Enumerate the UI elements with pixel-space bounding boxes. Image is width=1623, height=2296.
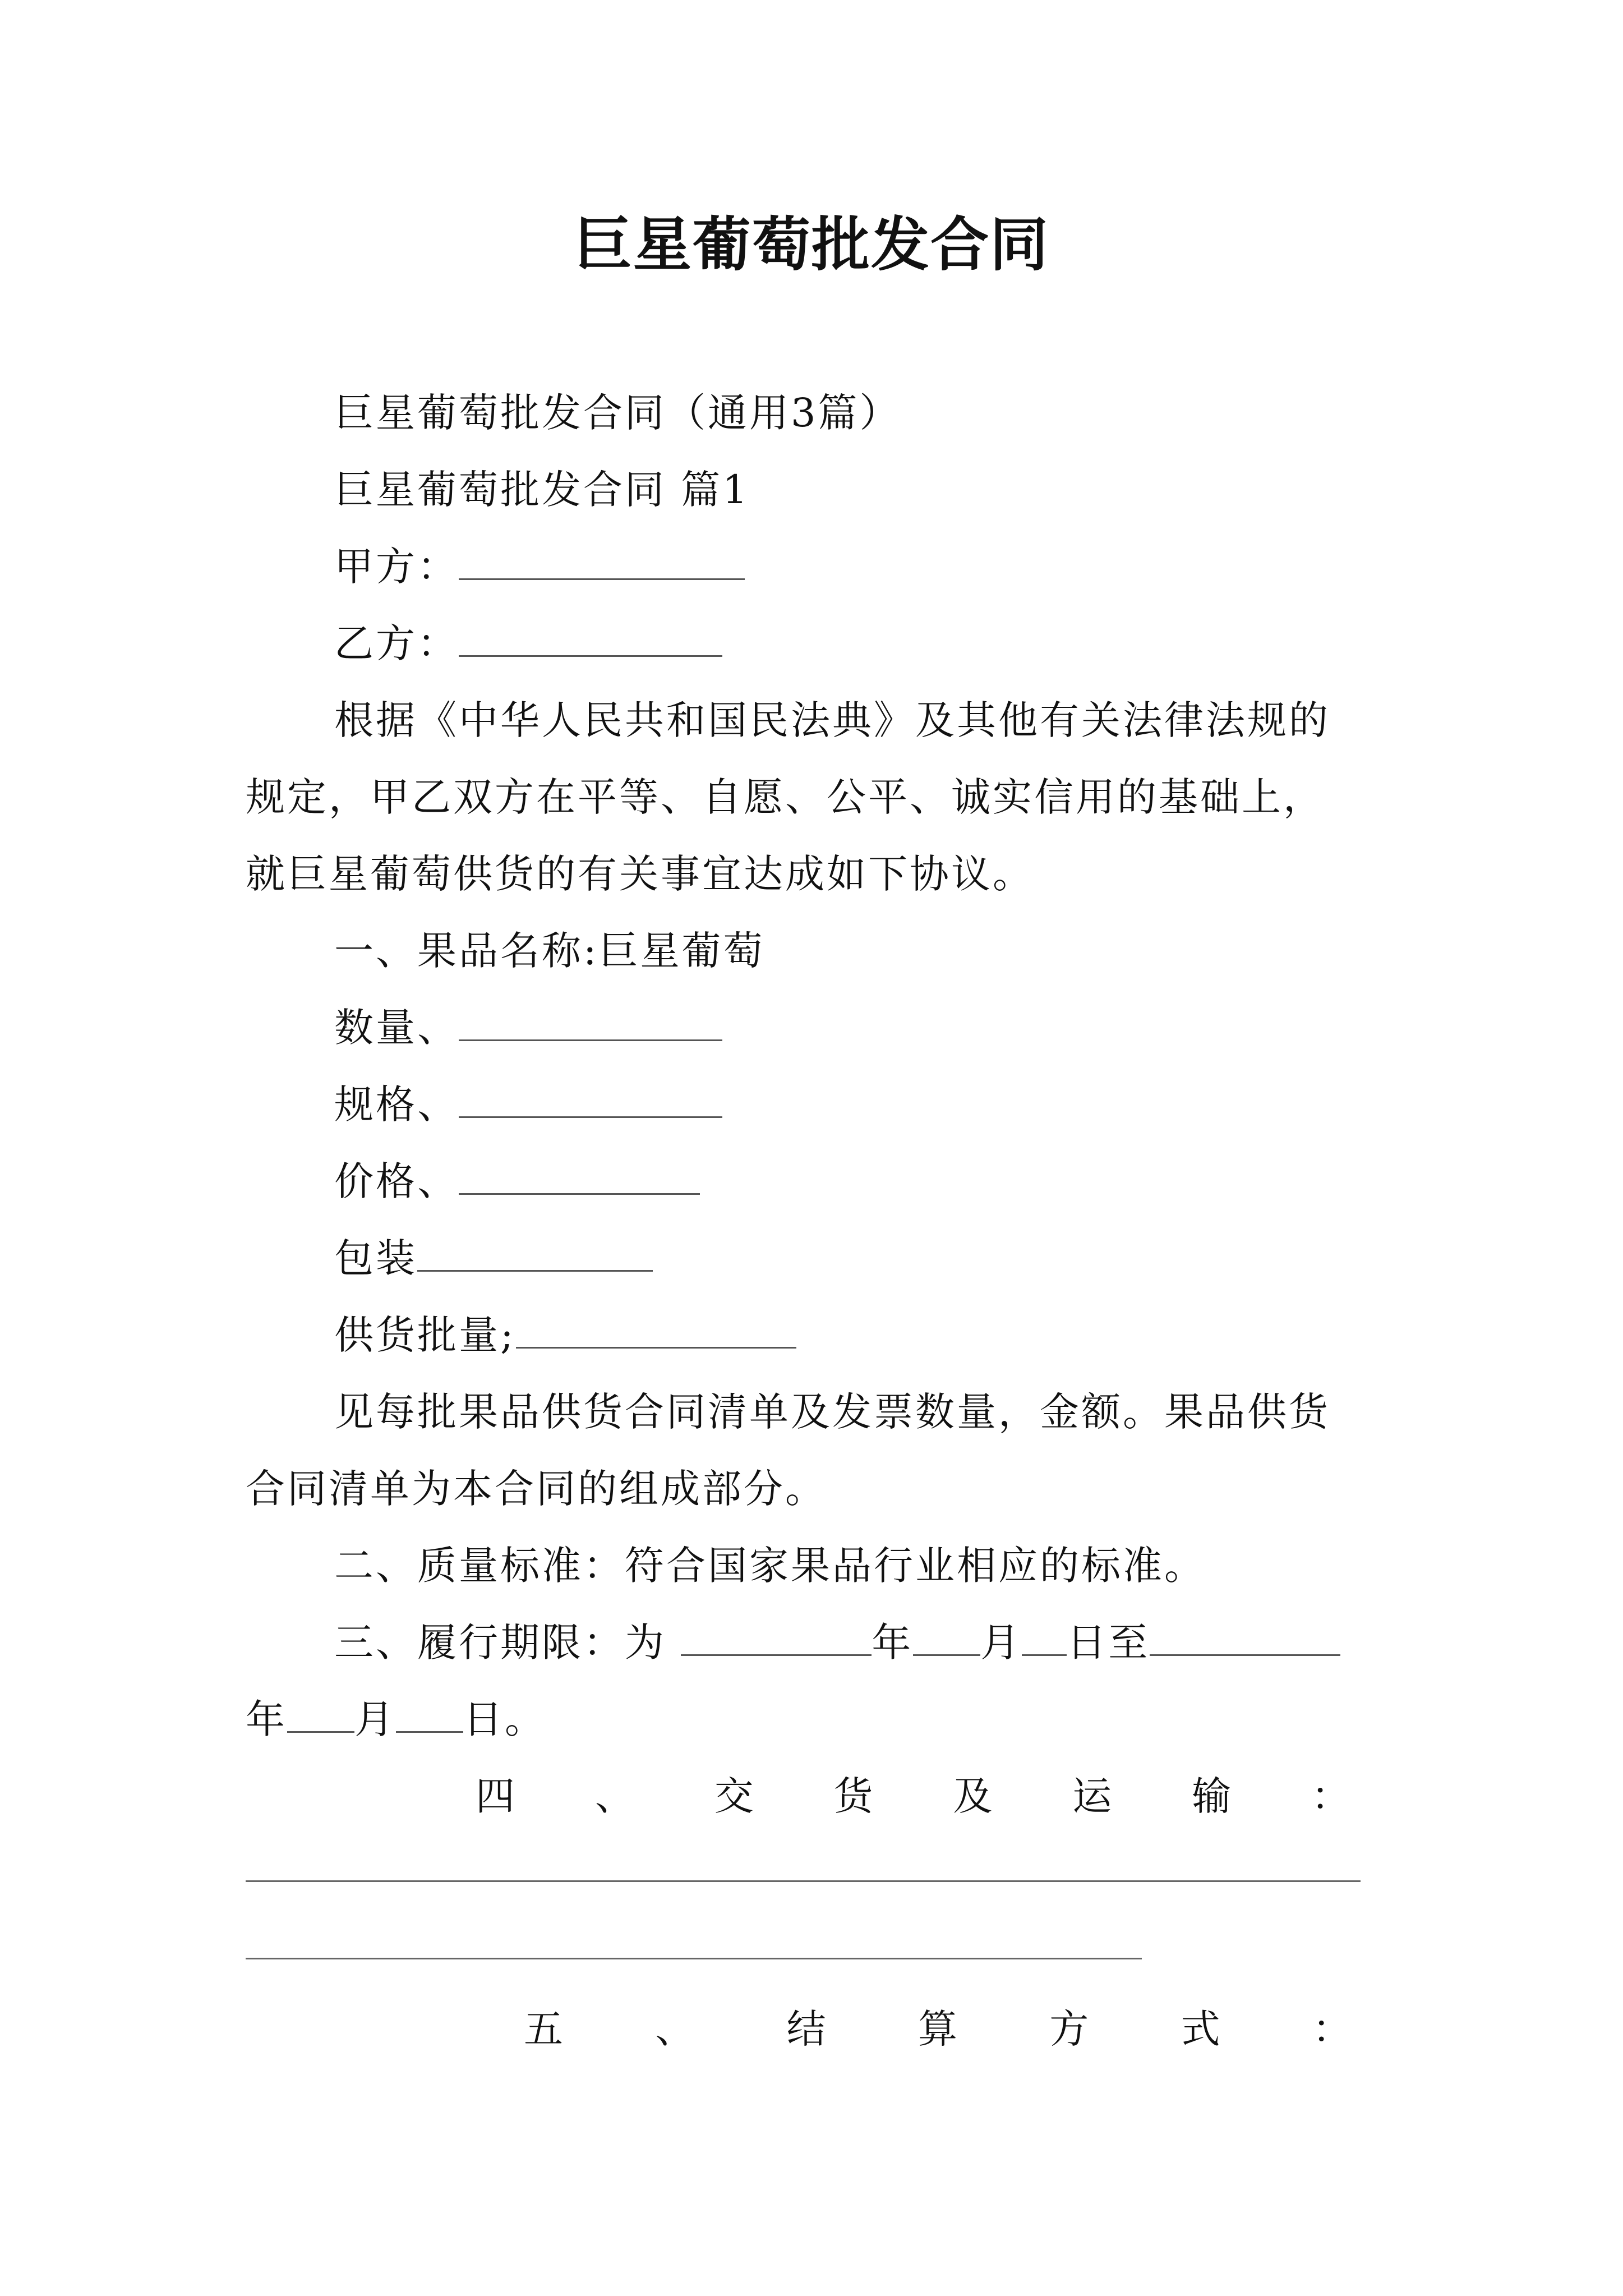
party-b-label: 乙方：	[334, 620, 459, 666]
batch-label: 供货批量;	[334, 1312, 516, 1358]
end-year-blank-a	[1150, 1621, 1340, 1656]
item-4-char: 、	[594, 1773, 634, 1819]
packaging-line	[334, 1230, 653, 1286]
party-a-label: 甲方：	[334, 544, 459, 590]
item-4-char: 货	[833, 1773, 873, 1819]
end-month-label: 月	[354, 1696, 396, 1742]
item-5-char: ：	[1312, 2006, 1352, 2052]
intro-line-3: 就巨星葡萄供货的有关事宜达成如下协议。	[246, 851, 1034, 897]
batch-blank	[516, 1313, 796, 1349]
item-5-char: 、	[655, 2006, 695, 2052]
item-1-product-name: 一、果品名称:巨星葡萄	[334, 928, 765, 974]
batch-line	[334, 1307, 796, 1363]
party-a-blank	[459, 545, 745, 580]
intro-line-2: 规定，甲乙双方在平等、自愿、公平、诚实信用的基础上，	[246, 774, 1325, 820]
note-line-1: 见每批果品供货合同清单及发票数量，金额。果品供货	[334, 1389, 1330, 1435]
price-blank	[459, 1159, 700, 1195]
packaging-blank	[417, 1236, 653, 1272]
intro-line-1: 根据《中华人民共和国民法典》及其他有关法律法规的	[334, 697, 1330, 743]
term-label: 三、履行期限：为	[334, 1619, 666, 1665]
quantity-label: 数量、	[334, 1005, 459, 1051]
packaging-label: 包装	[334, 1235, 417, 1281]
party-b-line	[334, 615, 722, 671]
item-3-term-continuation	[246, 1691, 546, 1747]
item-5-char: 五	[524, 2006, 563, 2052]
item-4-char: 及	[953, 1773, 993, 1819]
price-label: 价格、	[334, 1158, 459, 1204]
price-line	[334, 1153, 700, 1209]
party-b-blank	[459, 622, 722, 657]
quantity-blank	[459, 1006, 722, 1041]
end-month-blank	[287, 1697, 354, 1733]
item-4-char: 交	[714, 1773, 754, 1819]
start-year-label: 年	[872, 1619, 914, 1665]
document-subtitle: 巨星葡萄批发合同（通用3篇）	[334, 390, 901, 436]
item-5-char: 式	[1181, 2006, 1220, 2052]
spec-blank	[459, 1083, 722, 1118]
delivery-blank-line-2	[246, 1958, 1142, 1959]
item-2-quality: 二、质量标准：符合国家果品行业相应的标准。	[334, 1543, 1206, 1589]
item-4-delivery-heading	[476, 1768, 1350, 1824]
document-title: 巨星葡萄批发合同	[573, 210, 1049, 279]
end-day-blank	[396, 1697, 463, 1733]
end-year-label: 年	[246, 1696, 287, 1742]
party-a-line	[334, 539, 745, 595]
item-5-char: 算	[917, 2006, 957, 2052]
spec-label: 规格、	[334, 1082, 459, 1128]
item-3-term-line	[334, 1614, 1340, 1671]
section-heading: 巨星葡萄批发合同 篇1	[334, 467, 750, 513]
day-to-label: 日至	[1067, 1619, 1150, 1665]
item-5-char: 结	[786, 2006, 826, 2052]
start-day-blank	[1022, 1621, 1067, 1656]
delivery-blank-line-1	[246, 1880, 1361, 1882]
item-5-settlement-heading	[524, 2001, 1352, 2057]
start-month-blank	[913, 1621, 980, 1656]
spec-line	[334, 1076, 722, 1133]
item-4-char: ：	[1311, 1773, 1350, 1819]
note-line-2: 合同清单为本合同的组成部分。	[246, 1466, 827, 1512]
end-day-label: 日。	[463, 1696, 546, 1742]
item-4-char: 四	[476, 1773, 515, 1819]
quantity-line	[334, 1000, 722, 1056]
item-5-char: 方	[1049, 2006, 1089, 2052]
item-4-char: 运	[1072, 1773, 1112, 1819]
start-year-blank	[681, 1621, 872, 1656]
start-month-label: 月	[980, 1619, 1022, 1665]
item-4-char: 输	[1192, 1773, 1232, 1819]
